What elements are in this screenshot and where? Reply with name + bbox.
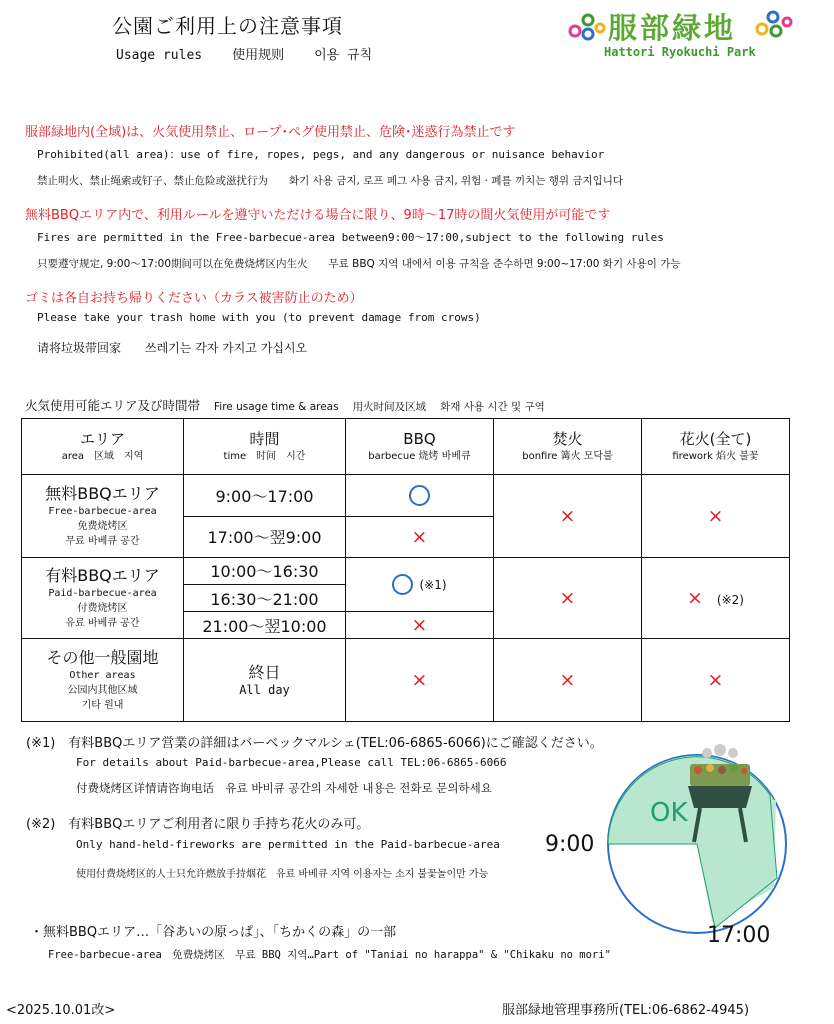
section-title-jp: 火気使用可能エリア及び時間帯 — [25, 398, 201, 413]
clock-end-label: 17:00 — [707, 923, 771, 948]
firework-free-ng: × — [642, 475, 790, 558]
rule-2-en: Fires are permitted in the Free-barbecue-area between9:00～17:00,subject to the following rules — [37, 231, 664, 244]
bottom-note-en: Free-barbecue-area 免费烧烤区 무료 BBQ 지역…Part of "Taniai no harappa" & "Chikaku no mori" — [48, 949, 611, 961]
note-2-jp: (※2) 有料BBQエリアご利用者に限り手持ち花火のみ可。 — [26, 817, 370, 832]
section-title — [25, 396, 545, 414]
time-free-day: 9:00～17:00 — [184, 475, 346, 516]
note-mark-1: (※1) — [419, 578, 447, 593]
rule-2-jp: 無料BBQエリア内で、利用ルールを遵守いただける場合に限り、9時～17時の間火気使用が可能です — [25, 208, 611, 223]
bonfire-free-ng: × — [494, 475, 642, 558]
footer-revision: <2025.10.01改> — [6, 1003, 116, 1018]
note-2-cn-kr: 使用付费烧烤区的人士只允许燃放手持烟花 유료 바베큐 지역 이용자는 소지 불꽃놀이만 가능 — [76, 869, 489, 880]
rule-3-jp: ゴミは各自お持ち帰りください（カラス被害防止のため） — [25, 291, 363, 306]
footer-office: 服部緑地管理事務所(TEL:06-6862-4945) — [502, 1003, 750, 1018]
rule-3-cn-kr: 请将垃圾带回家 쓰레기는 각자 가지고 가십시오 — [37, 341, 308, 355]
firework-other-ng: × — [642, 639, 790, 722]
table-row — [22, 557, 790, 584]
logo-dots-right-icon — [754, 9, 794, 39]
ok-circle-icon — [392, 574, 413, 595]
page-title: 公園ご利用上の注意事項 — [112, 14, 343, 38]
rule-3-en: Please take your trash home with you (to prevent damage from crows) — [37, 311, 481, 324]
bbq-other-ng: × — [346, 639, 494, 722]
time-free-night: 17:00～翌9:00 — [184, 516, 346, 557]
table-row — [22, 475, 790, 516]
clock-start-label: 9:00 — [545, 832, 595, 857]
fire-usage-table — [21, 418, 790, 722]
note-1-jp: (※1) 有料BBQエリア営業の詳細はバーベックマルシェ(TEL:06-6865-6066)にご確認ください。 — [26, 736, 603, 751]
area-free-bbq: 無料BBQエリア Free-barbecue-area 免费烧烤区 무료 바베큐 공간 — [22, 475, 184, 558]
header-area: エリア area 区域 지역 — [22, 419, 184, 475]
rule-1-cn-kr: 禁止明火、禁止绳索或钉子、禁止危险或滋扰行为 화기 사용 금지, 로프 페그 사용 금지, 위험 · 폐를 끼치는 행위 금지입니다 — [37, 175, 624, 187]
ok-circle-icon — [409, 485, 430, 506]
header-bonfire: 焚火 bonfire 篝火 모닥불 — [494, 419, 642, 475]
time-paid-3: 21:00～翌10:00 — [184, 612, 346, 639]
bbq-free-day-ok — [346, 475, 494, 516]
rule-1-en: Prohibited(all area)：use of fire, ropes, pegs, and any dangerous or nuisance behavior — [37, 148, 605, 161]
bbq-free-night-ng: × — [346, 516, 494, 557]
logo-dots-left-icon — [566, 11, 606, 41]
table-header-row — [22, 419, 790, 475]
clock-ok-label: OK — [650, 798, 688, 828]
table-row — [22, 639, 790, 722]
bbq-paid-night-ng: × — [346, 612, 494, 639]
time-paid-2: 16:30～21:00 — [184, 585, 346, 612]
note-2-en: Only hand-held-fireworks are permitted in the Paid-barbecue-area — [76, 838, 500, 851]
header-firework: 花火(全て) firework 焰火 불꽃 — [642, 419, 790, 475]
section-sub-cn: 用火时间及区域 — [352, 401, 427, 413]
header-bbq: BBQ barbecue 烧烤 바베큐 — [346, 419, 494, 475]
subtitle-kr: 이용 규칙 — [314, 48, 373, 63]
note-1-en: For details about Paid-barbecue-area,Please call TEL:06-6865-6066 — [76, 756, 507, 769]
logo-en: Hattori Ryokuchi Park — [604, 45, 756, 59]
note-mark-2: (※2) — [716, 593, 744, 608]
section-sub-kr: 화재 사용 시간 및 구역 — [440, 401, 545, 413]
note-1-cn-kr: 付费烧烤区详情请咨询电话 유료 바비큐 공간의 자세한 내용은 전화로 문의하세요 — [76, 781, 492, 795]
rule-2-cn-kr: 只要遵守规定, 9:00～17:00期间可以在免费烧烤区内生火 무료 BBQ 지역 내에서 이용 규칙을 준수하면 9:00~17:00 화기 사용이 가능 — [37, 258, 681, 270]
bonfire-other-ng: × — [494, 639, 642, 722]
section-sub-en: Fire usage time & areas — [214, 401, 339, 413]
bonfire-paid-ng: × — [494, 557, 642, 639]
bottom-note-jp: ・無料BBQエリア…「谷あいの原っぱ」、「ちかくの森」の一部 — [30, 925, 397, 940]
area-other: その他一般園地 Other areas 公园内其他区域 기타 원내 — [22, 639, 184, 722]
rule-1-jp: 服部緑地内(全域)は、火気使用禁止、ロープ･ペグ使用禁止、危険･迷惑行為禁止です — [25, 125, 516, 140]
time-paid-1: 10:00～16:30 — [184, 557, 346, 584]
subtitle-cn: 使用规则 — [232, 48, 285, 63]
bbq-paid-ok — [346, 557, 494, 611]
logo-name: 服部緑地 — [608, 11, 737, 45]
subtitle-en: Usage rules — [116, 48, 203, 63]
page-subtitles — [116, 44, 402, 63]
area-paid-bbq: 有料BBQエリア Paid-barbecue-area 付费烧烤区 유료 바베큐 공간 — [22, 557, 184, 639]
time-other: 終日 All day — [184, 639, 346, 722]
header-time: 時間 time 时间 시간 — [184, 419, 346, 475]
firework-paid-ng: × (※2) — [642, 557, 790, 639]
